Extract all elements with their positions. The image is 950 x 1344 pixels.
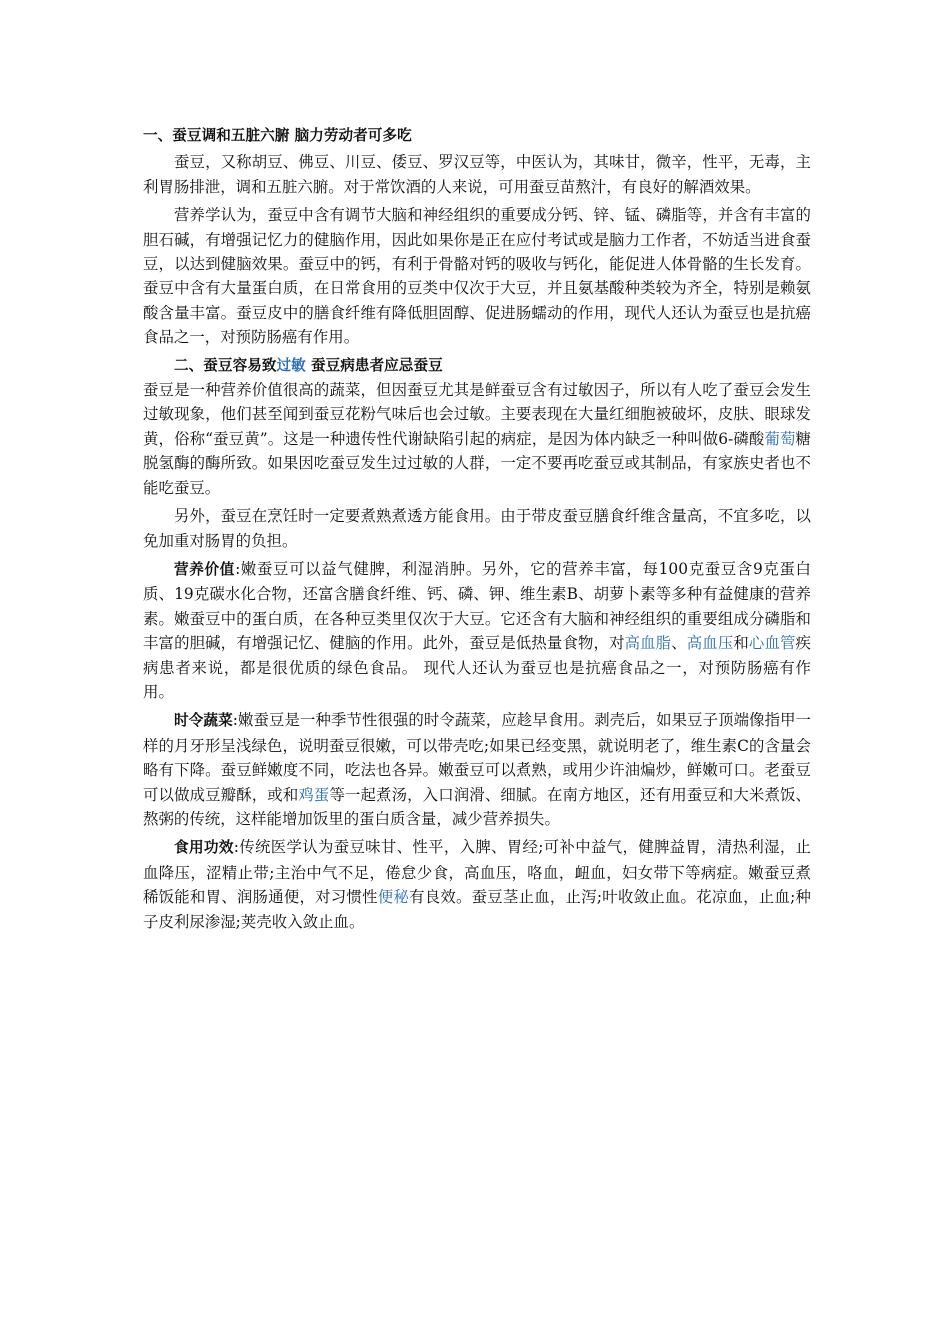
link-glucose[interactable]: 葡萄 [764,429,796,448]
section1-paragraph-1: 蚕豆，又称胡豆、佛豆、川豆、倭豆、罗汉豆等，中医认为，其味甘，微辛，性平，无毒，主利胃肠排泄，调和五脏六腑。对于常饮酒的人来说，可用蚕豆苗熬汁，有良好的解酒效果。 [143,153,811,196]
section2-heading-text-b: 蚕豆病患者应忌蚕豆 [305,356,443,374]
document-page [143,124,811,938]
link-hypertension[interactable]: 高血压 [686,634,734,653]
link-cardiovascular[interactable]: 心血管 [748,634,796,653]
seasonal-text-b: 等一起煮汤，入口润滑、细腻。在南方地区，还有用蚕豆和大米煮饭、熬粥的传统，这样能增加饭里的蛋白质含量，减少营养损失。 [143,785,811,828]
section2-p1-text-a: 蚕豆是一种营养价值很高的蔬菜，但因蚕豆尤其是鲜蚕豆含有过敏因子，所以有人吃了蚕豆会发生过敏现象，他们甚至闻到蚕豆花粉气味后也会过敏。主要表现在大量红细胞被破坏，皮肤、眼球发黄，俗称“蚕豆黄”。这是一种遗传性代谢缺陷引起的病症，是因为体内缺乏一种叫做6-磷酸 [143,381,811,448]
efficacy-text-a: :传统医学认为蚕豆味甘、性平，入脾、胃经;可补中益气，健脾益胃，清热利湿，止血降压，涩精止带;主治中气不足，倦怠少食，高血压，咯血，衄血，妇女带下等病症。嫩蚕豆煮稀饭能和胃、润肠通便，对习惯性 [143,838,811,907]
seasonal-lead: 时令蔬菜 [174,712,233,730]
section2-heading-text-a: 二、蚕豆容易致 [174,356,277,374]
nutrition-text-b: 疾病患者来说，都是很优质的绿色食品。 现代人还认为蚕豆也是抗癌食品之一，对预防肠癌有作用。 [143,634,811,701]
section2-heading [143,354,811,378]
efficacy-paragraph [143,835,811,934]
section1-heading: 一、蚕豆调和五脏六腑 脑力劳动者可多吃 [143,127,412,144]
link-allergy[interactable]: 过敏 [276,356,306,374]
seasonal-text-a: :嫩蚕豆是一种季节性很强的时令蔬菜，应趁早食用。剥壳后，如果豆子顶端像指甲一样的月牙形呈浅绿色，说明蚕豆很嫩，可以带壳吃;如果已经变黑，就说明老了，维生素C的含量会略有下降。蚕豆鲜嫩度不同，吃法也各异。嫩蚕豆可以煮熟，或用少许油煸炒，鲜嫩可口。老蚕豆可以做成豆瓣酥，或和 [143,711,811,804]
efficacy-lead: 食用功效 [174,839,234,857]
section2-paragraph-2: 另外，蚕豆在烹饪时一定要煮熟煮透方能食用。由于带皮蚕豆膳食纤维含量高，不宜多吃，以免加重对肠胃的负担。 [143,507,811,550]
link-hyperlipidemia[interactable]: 高血脂 [624,634,672,653]
section2-paragraph-1 [143,378,811,500]
nutrition-sep-2: 和 [733,634,749,653]
link-constipation[interactable]: 便秘 [377,888,410,907]
link-egg[interactable]: 鸡蛋 [298,785,330,804]
nutrition-lead: 营养价值 [174,560,236,578]
nutrition-paragraph [143,557,811,704]
section1-paragraph-2: 营养学认为，蚕豆中含有调节大脑和神经组织的重要成分钙、锌、锰、磷脂等，并含有丰富的胆石碱，有增强记忆力的健脑作用，因此如果你是正在应付考试或是脑力工作者，不妨适当进食蚕豆，以达到健脑效果。蚕豆中的钙，有利于骨骼对钙的吸收与钙化，能促进人体骨骼的生长发育。蚕豆中含有大量蛋白质，在日常食用的豆类中仅次于大豆，并且氨基酸种类较为齐全，特别是赖氨酸含量丰富。蚕豆皮中的膳食纤维有降低胆固醇、促进肠蠕动的作用，现代人还认为蚕豆也是抗癌食品之一，对预防肠癌有作用。 [143,206,811,347]
efficacy-text-b: 有良效。蚕豆茎止血，止泻;叶收敛止血。花凉血，止血;种子皮利尿渗湿;荚壳收入敛止血。 [143,888,811,931]
nutrition-text-a: :嫩蚕豆可以益气健脾，利湿消肿。另外，它的营养丰富，每100克蚕豆含9克蛋白质、19克碳水化合物，还富含膳食纤维、钙、磷、钾、维生素B、胡萝卜素等多种有益健康的营养素。嫩蚕豆中的蛋白质，在各种豆类里仅次于大豆。它还含有大脑和神经组织的重要组成分磷脂和丰富的胆碱，有增强记忆、健脑的作用。此外，蚕豆是低热量食物，对 [143,559,811,653]
section2-p1-text-b: 糖脱氢酶的酶所致。如果因吃蚕豆发生过过敏的人群，一定不要再吃蚕豆或其制品，有家族史者也不能吃蚕豆。 [143,429,811,497]
nutrition-sep-1: 、 [671,634,687,653]
seasonal-paragraph [143,708,811,831]
